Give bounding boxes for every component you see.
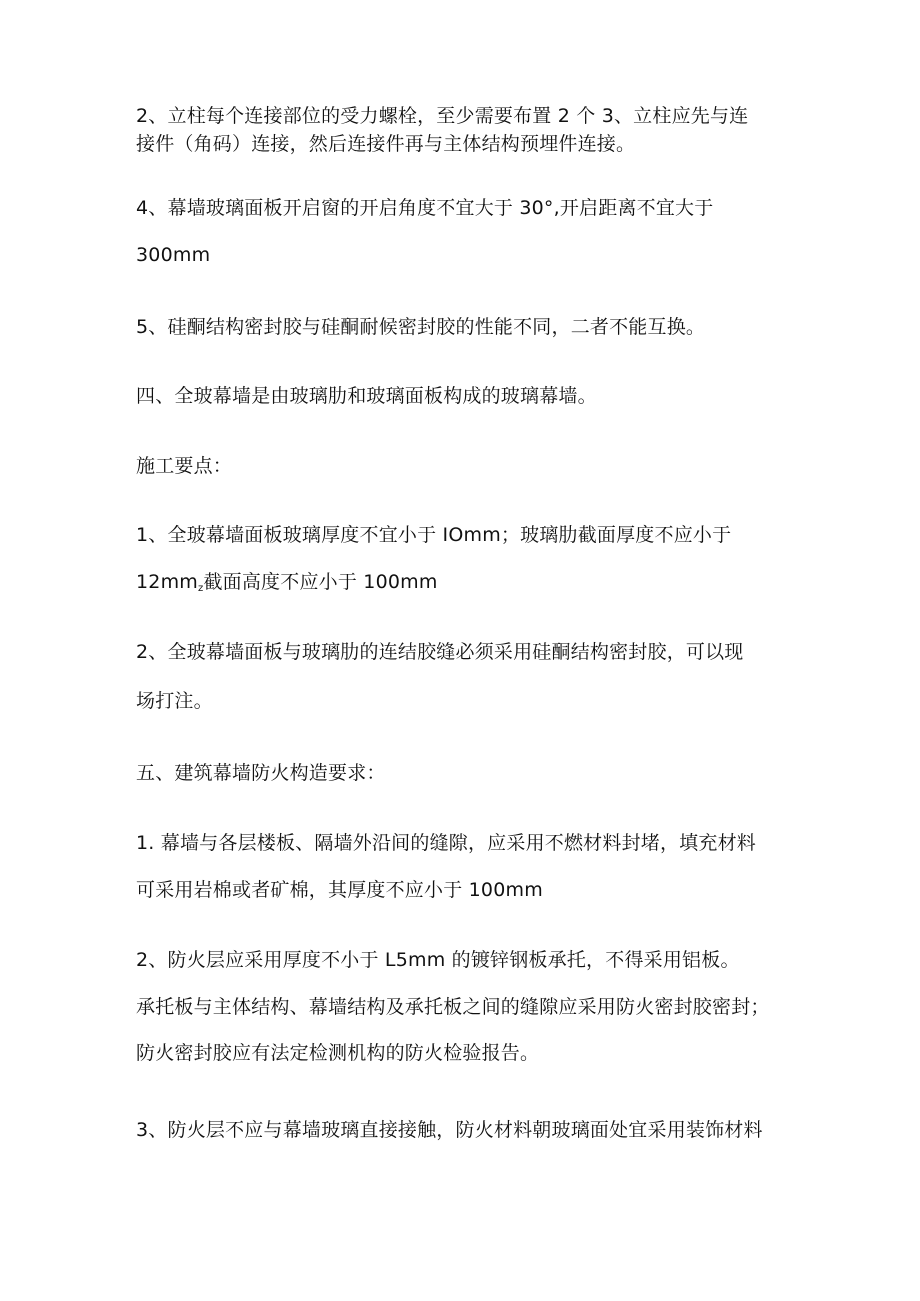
text-line-14: 可采用岩棉或者矿棉，其厚度不应小于 100mm <box>136 879 543 901</box>
construction-points-heading: 施工要点： <box>136 455 233 477</box>
text-line-9: $12mm_z$截面高度不应小于 100mm <box>136 571 438 594</box>
text-line-13: 1. 幕墙与各层楼板、隔墙外沿间的缝隙，应采用不燃材料封堵，填充材料 <box>136 832 756 854</box>
text-line-2: 接件（角码）连接，然后连接件再与主体结构预埋件连接。 <box>136 133 636 155</box>
text-line-1: 2、立柱每个连接部位的受力螺栓，至少需要布置 2 个 3、立柱应先与连 <box>136 105 749 127</box>
text-line-10: 2、全玻幕墙面板与玻璃肋的连结胶缝必须采用硅酮结构密封胶，可以现 <box>136 641 744 663</box>
text-line-8: 1、全玻幕墙面板玻璃厚度不宜小于 IOmm；玻璃肋截面厚度不应小于 <box>136 524 732 546</box>
text-line-4: 300mm <box>136 244 211 266</box>
text-line-5: 5、硅酮结构密封胶与硅酮耐候密封胶的性能不同，二者不能互换。 <box>136 316 706 338</box>
section-heading-5: 五、建筑幕墙防火构造要求： <box>136 762 386 784</box>
text-line-17: 防火密封胶应有法定检测机构的防火检验报告。 <box>136 1042 540 1064</box>
section-heading-4: 四、全玻幕墙是由玻璃肋和玻璃面板构成的玻璃幕墙。 <box>136 385 597 407</box>
text-line-18: 3、防火层不应与幕墙玻璃直接接触，防火材料朝玻璃面处宜采用装饰材料 <box>136 1119 763 1141</box>
text-line-3: 4、幕墙玻璃面板开启窗的开启角度不宜大于 30°,开启距离不宜大于 <box>136 197 714 219</box>
text-line-11: 场打注。 <box>136 690 213 712</box>
text-line-15: 2、防火层应采用厚度不小于 L5mm 的镀锌钢板承托，不得采用铝板。 <box>136 949 740 971</box>
text-line-16: 承托板与主体结构、幕墙结构及承托板之间的缝隙应采用防火密封胶密封； <box>136 996 770 1018</box>
